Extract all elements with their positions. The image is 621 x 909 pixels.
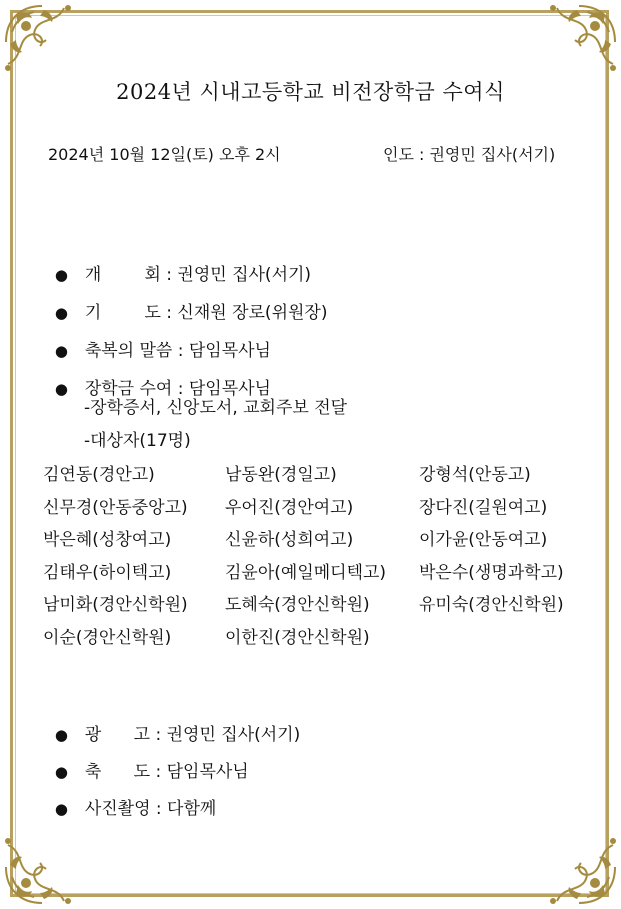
corner-ornament-icon bbox=[547, 835, 619, 907]
recipient-row bbox=[43, 623, 603, 656]
bullet-dot-icon: ● bbox=[54, 763, 68, 781]
recipient-row bbox=[43, 460, 603, 493]
program-item-photo bbox=[44, 774, 216, 819]
recipient-name: 김윤아(예일메디텍고) bbox=[225, 562, 387, 583]
recipient-name: 신윤하(성희여고) bbox=[225, 530, 354, 551]
recipient-name: 박은수(생명과학고) bbox=[419, 562, 564, 583]
recipient-list bbox=[43, 460, 603, 656]
corner-ornament-icon bbox=[2, 835, 74, 907]
recipient-name: 이한진(경안신학원) bbox=[225, 627, 370, 648]
corner-ornament-icon bbox=[2, 2, 74, 74]
event-date: 2024년 10월 12일(토) 오후 2시 bbox=[48, 145, 281, 164]
bullet-dot-icon: ● bbox=[54, 342, 68, 360]
recipient-name: 신무경(안동중앙고) bbox=[43, 497, 188, 518]
program-item-label: 축 도 : 담임목사님 bbox=[84, 762, 249, 782]
recipient-name: 강형석(안동고) bbox=[419, 465, 531, 485]
recipient-name: 도혜숙(경안신학원) bbox=[225, 595, 370, 616]
event-leader: 인도 : 권영민 집사(서기) bbox=[383, 145, 556, 164]
recipient-row bbox=[43, 590, 603, 623]
corner-ornament-icon bbox=[547, 2, 619, 74]
bullet-dot-icon: ● bbox=[54, 726, 68, 744]
recipient-name: 우어진(경안여고) bbox=[225, 497, 354, 518]
program-item-label: 기 도 : 신재원 장로(위원장) bbox=[84, 303, 328, 323]
bullet-dot-icon: ● bbox=[54, 266, 68, 284]
bullet-dot-icon: ● bbox=[54, 380, 68, 398]
recipient-row bbox=[43, 558, 603, 591]
recipient-name: 김연동(경안고) bbox=[43, 465, 155, 485]
program-item-label: 사진촬영 : 다함께 bbox=[84, 799, 217, 819]
recipient-name: 유미숙(경안신학원) bbox=[419, 595, 564, 616]
recipient-name: 이순(경안신학원) bbox=[43, 627, 172, 648]
bullet-dot-icon: ● bbox=[54, 800, 68, 818]
recipient-name: 남미화(경안신학원) bbox=[43, 595, 188, 616]
program-item-label: 장학금 수여 : 담임목사님 bbox=[84, 379, 271, 399]
page-title: 2024년 시내고등학교 비전장학금 수여식 bbox=[116, 80, 505, 104]
program-item-label: 축복의 말씀 : 담임목사님 bbox=[84, 341, 271, 361]
recipient-row bbox=[43, 525, 603, 558]
bullet-dot-icon: ● bbox=[54, 304, 68, 322]
recipient-name: 김태우(하이텍고) bbox=[43, 562, 172, 583]
recipient-row bbox=[43, 493, 603, 526]
program-item-label: 광 고 : 권영민 집사(서기) bbox=[84, 725, 301, 745]
sub-item-recipient-count: -대상자(17명) bbox=[84, 431, 191, 451]
recipient-name: 남동완(경일고) bbox=[225, 465, 337, 485]
recipient-name: 장다진(길원여고) bbox=[419, 497, 548, 518]
sub-item-awards: -장학증서, 신앙도서, 교회주보 전달 bbox=[84, 398, 348, 418]
program-item-label: 개 회 : 권영민 집사(서기) bbox=[84, 265, 312, 285]
recipient-name: 박은혜(성창여고) bbox=[43, 530, 172, 551]
recipient-name: 이가윤(안동여고) bbox=[419, 530, 548, 551]
